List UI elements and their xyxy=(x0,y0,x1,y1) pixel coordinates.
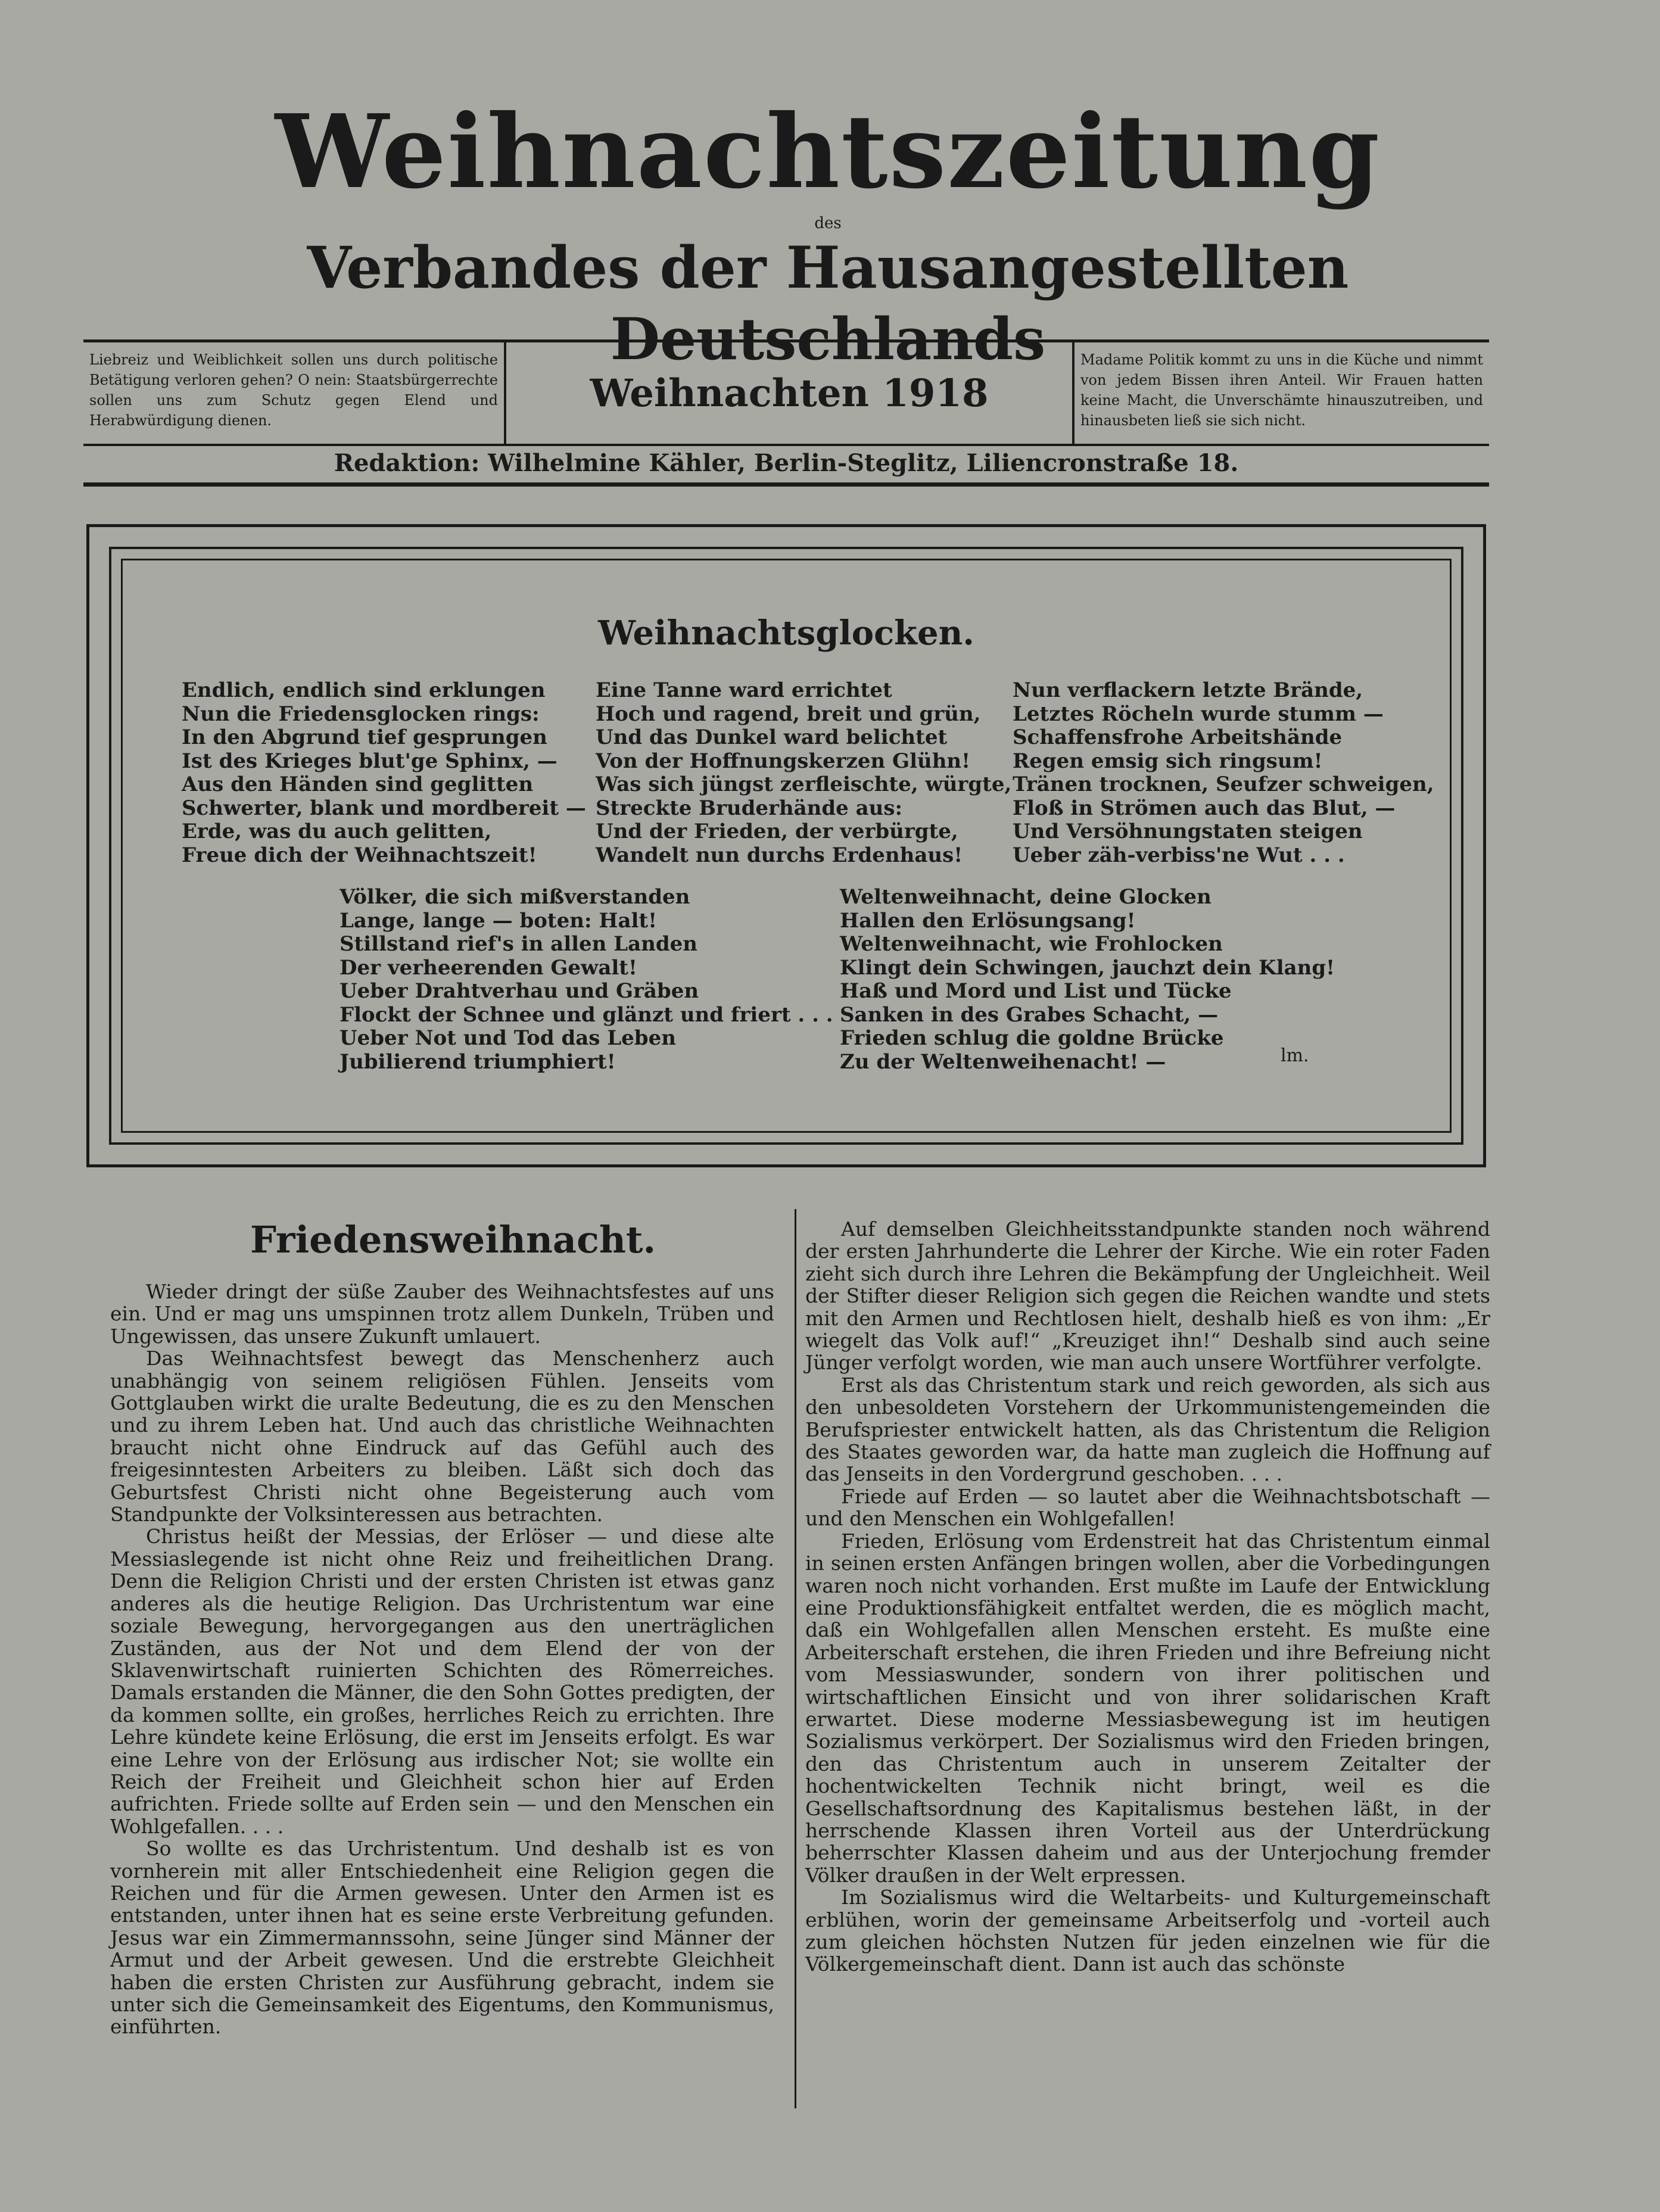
article-column-left xyxy=(110,1281,774,2038)
poem-line: Stillstand rief's in allen Landen xyxy=(340,932,697,956)
article-paragraph: Das Weihnachtsfest bewegt das Menschenherz auch unabhängig von seinem religiösen Fühlen. Jenseits vom Gottglauben wirkt die uralte Bedeutung, die es zu den Menschen und zu ihrem Leben hat. Und auch das christliche Weihnachten braucht nicht ohne Eindruck auf das Gefühl auch des freigesinntesten Arbeiters zu bleiben. Läßt sich doch das Geburtsfest Christi nicht ohne Begeisterung auch vom Standpunkte der Volksinteressen aus betrachten. xyxy=(110,1347,774,1526)
poem-line: Endlich, endlich sind erklungen xyxy=(182,678,546,702)
poem-line: Und Versöhnungstaten steigen xyxy=(1013,820,1363,843)
masthead-connector: des xyxy=(814,214,842,232)
article-column-right xyxy=(805,1218,1490,1976)
poem-title: Weihnachtsglocken. xyxy=(598,613,974,653)
poem-line: Schaffensfrohe Arbeitshände xyxy=(1013,725,1343,749)
article-paragraph: Auf demselben Gleichheitsstandpunkte standen noch während der ersten Jahrhunderte die Lehrer der Kirche. Wie ein roter Faden zieht sich durch ihre Lehren die Bekämpfung der Ungleichheit. Weil der Stifter dieser Religion sich gegen die Reichen wandte und stets mit den Armen und Rechtlosen hielt, deshalb hieß es von ihm: „Er wiegelt das Volk auf!“ „Kreuziget ihn!“ Deshalb sind auch seine Jünger verfolgt worden, wie man auch unsere Wortführer verfolgte. xyxy=(805,1217,1490,1375)
poem-line: Nun die Friedensglocken rings: xyxy=(182,702,540,726)
poem-line: Sanken in des Grabes Schacht, — xyxy=(840,1002,1219,1027)
article-paragraph: Erst als das Christentum stark und reich geworden, als sich aus den unbesoldeten Vorstehern der Urkommunistengemeinden die Berufspriester entwickelt hatten, als das Christentum die Religion des Staates geworden war, da hatte man zugleich die Hoffnung auf das Jenseits in den Vordergrund geschoben. . . . xyxy=(805,1373,1490,1486)
poem-stanza xyxy=(1013,679,1434,867)
article-paragraph: Wieder dringt der süße Zauber des Weihnachtsfestes auf uns ein. Und er mag uns umspinnen trotz allem Dunkeln, Trüben und Ungewissen, das unsere Zukunft umlauert. xyxy=(110,1280,774,1348)
poem-line: Ueber Drahtverhau und Gräben xyxy=(340,979,699,1003)
article-title: Friedensweihnacht. xyxy=(250,1218,656,1261)
poem-line: Erde, was du auch gelitten, xyxy=(182,820,492,843)
article-paragraph: So wollte es das Urchristentum. Und deshalb ist es von vornherein mit aller Entschiedenheit eine Religion gegen die Reichen und für die Armen gewesen. Unter den Armen ist es entstanden, unter ihnen hat es seine erste Verbreitung gefunden. Jesus war ein Zimmermannssohn, seine Jünger sind Männer der Armut und der Arbeit gewesen. Und die erstrebte Gleichheit haben die ersten Christen zur Ausführung gebracht, indem sie unter sich die Gemeinsamkeit des Eigentums, den Kommunismus, einführten. xyxy=(110,1837,774,2039)
poem-line: Ueber Not und Tod das Leben xyxy=(340,1026,676,1050)
poem-line: Weltenweihnacht, wie Frohlocken xyxy=(840,932,1223,956)
info-bar xyxy=(83,339,1489,446)
poem-stanza xyxy=(840,886,1335,1074)
poem-line: Was sich jüngst zerfleischte, würgte, xyxy=(596,772,1012,796)
poem-line: Nun verflackern letzte Brände, xyxy=(1013,678,1363,702)
article-paragraph: Friede auf Erden — so lautet aber die Weihnachtsbotschaft — und den Menschen ein Wohlgefallen! xyxy=(805,1484,1490,1531)
poem-stanza xyxy=(182,679,586,867)
poem-line: Von der Hoffnungskerzen Glühn! xyxy=(596,749,971,773)
right-motto-box: Madame Politik kommt zu uns in die Küche und nimmt von jedem Bissen ihren Anteil. Wir Frauen hatten keine Macht, die Unverschämte hinauszutreiben, und hinausbeten ließ sie sich nicht. xyxy=(1072,342,1489,444)
poem-line: Jubilierend triumphiert! xyxy=(340,1049,616,1074)
poem-frame xyxy=(86,524,1486,1167)
issue-date: Weihnachten 1918 xyxy=(590,370,989,416)
poem-line: Haß und Mord und List und Tücke xyxy=(840,979,1232,1003)
poem-line: Floß in Strömen auch das Blut, — xyxy=(1013,796,1396,820)
poem-line: Hallen den Erlösungsang! xyxy=(840,908,1136,933)
poem-line: Und der Frieden, der verbürgte, xyxy=(596,820,958,843)
poem-line: Streckte Bruderhände aus: xyxy=(596,796,903,820)
article-paragraph: Im Sozialismus wird die Weltarbeits- und Kulturgemeinschaft erblühen, worin der gemeinsame Arbeitserfolg und -vorteil auch zum gleichen höchsten Nutzen für jeden einzelnen wie für die Völkergemeinschaft dient. Dann ist auch das schönste xyxy=(805,1886,1490,1976)
poem-line: Ist des Krieges blut'ge Sphinx, — xyxy=(182,749,558,773)
poem-line: Klingt dein Schwingen, jauchzt dein Klang! xyxy=(840,955,1335,980)
poem-line: Weltenweihnacht, deine Glocken xyxy=(840,885,1211,909)
column-rule xyxy=(795,1209,796,2108)
poem-line: Letztes Röcheln wurde stumm — xyxy=(1013,702,1384,726)
left-motto-box: Liebreiz und Weiblichkeit sollen uns durch politische Betätigung verloren gehen? O nein: Staatsbürgerrechte sollen uns zum Schutz gegen Elend und Herabwürdigung dienen. xyxy=(83,342,506,444)
poem-line: In den Abgrund tief gesprungen xyxy=(182,725,547,749)
masthead xyxy=(83,89,1572,375)
poem-line: Der verheerenden Gewalt! xyxy=(340,955,637,980)
article-paragraph: Frieden, Erlösung vom Erdenstreit hat das Christentum einmal in seinen ersten Anfängen bringen wollen, aber die Vorbedingungen waren noch nicht vorhanden. Erst mußte im Laufe der Entwicklung eine Produktionsfähigkeit entfaltet werden, die es möglich macht, daß ein Wohlgefallen allen Menschen ersteht. Es mußte eine Arbeiterschaft erstehen, die ihren Frieden und ihre Befreiung nicht vom Messiaswunder, sondern von ihrer politischen und wirtschaftlichen Einsicht und von ihrer solidarischen Kraft erwartet. Diese moderne Messiasbewegung ist im heutigen Sozialismus verkörpert. Der Sozialismus wird den Frieden bringen, den das Christentum auch in unserem Zeitalter der hochentwickelten Technik nicht bringt, weil es die Gesellschaftsordnung des Kapitalismus bestehen läßt, in der herrschende Klassen ihren Vorteil aus der Unterdrückung beherrschter Klassen daheim und aus der Unterjochung fremder Völker draußen in der Welt erpressen. xyxy=(805,1529,1490,1887)
poem-line: Völker, die sich mißverstanden xyxy=(340,885,690,909)
poem-line: Lange, lange — boten: Halt! xyxy=(340,908,658,933)
newspaper-subtitle: Verbandes der Hausangestellten Deutschlands xyxy=(307,234,1349,373)
poem-line: Zu der Weltenweihenacht! — xyxy=(840,1049,1166,1074)
poem-line: Tränen trocknen, Seufzer schweigen, xyxy=(1013,772,1434,796)
poem-line: Aus den Händen sind geglitten xyxy=(182,772,534,796)
editorial-line: Redaktion: Wilhelmine Kähler, Berlin-Steglitz, Liliencronstraße 18. xyxy=(83,444,1489,487)
poem-signature: lm. xyxy=(1281,1045,1309,1066)
article-paragraph: Christus heißt der Messias, der Erlöser — und diese alte Messiaslegende ist nicht ohne Reiz und freiheitlichen Drang. Denn die Religion Christi und der ersten Christen ist etwas ganz anderes als die heutige Religion. Das Urchristentum war eine soziale Bewegung, hervorgegangen aus den unerträglichen Zuständen, aus der Not und dem Elend der von der Sklavenwirtschaft ruinierten Schichten des Römerreiches. Damals erstanden die Männer, die den Sohn Gottes predigten, der da kommen sollte, ein großes, herrliches Reich zu errichten. Ihre Lehre kündete keine Erlösung, die erst im Jenseits erfolgt. Es war eine Lehre von der Erlösung aus irdischer Not; sie wollte ein Reich der Freiheit und Gleichheit schon hier auf Erden aufrichten. Friede sollte auf Erden sein — und den Menschen ein Wohlgefallen. . . . xyxy=(110,1525,774,1838)
poem-stanza xyxy=(340,886,833,1074)
poem-line: Freue dich der Weihnachtszeit! xyxy=(182,843,537,867)
poem-line: Wandelt nun durchs Erdenhaus! xyxy=(596,843,963,867)
newspaper-title: Weihnachtszeitung xyxy=(275,92,1381,211)
poem-line: Ueber zäh-verbiss'ne Wut . . . xyxy=(1013,843,1345,867)
poem-line: Regen emsig sich ringsum! xyxy=(1013,749,1323,773)
poem-stanza xyxy=(596,679,1011,867)
poem-line: Und das Dunkel ward belichtet xyxy=(596,725,948,749)
poem-line: Hoch und ragend, breit und grün, xyxy=(596,702,981,726)
poem-line: Frieden schlug die goldne Brücke xyxy=(840,1026,1224,1050)
poem-line: Schwerter, blank und mordbereit — xyxy=(182,796,586,820)
poem-line: Flockt der Schnee und glänzt und friert . . . xyxy=(340,1002,833,1027)
poem-line: Eine Tanne ward errichtet xyxy=(596,678,892,702)
